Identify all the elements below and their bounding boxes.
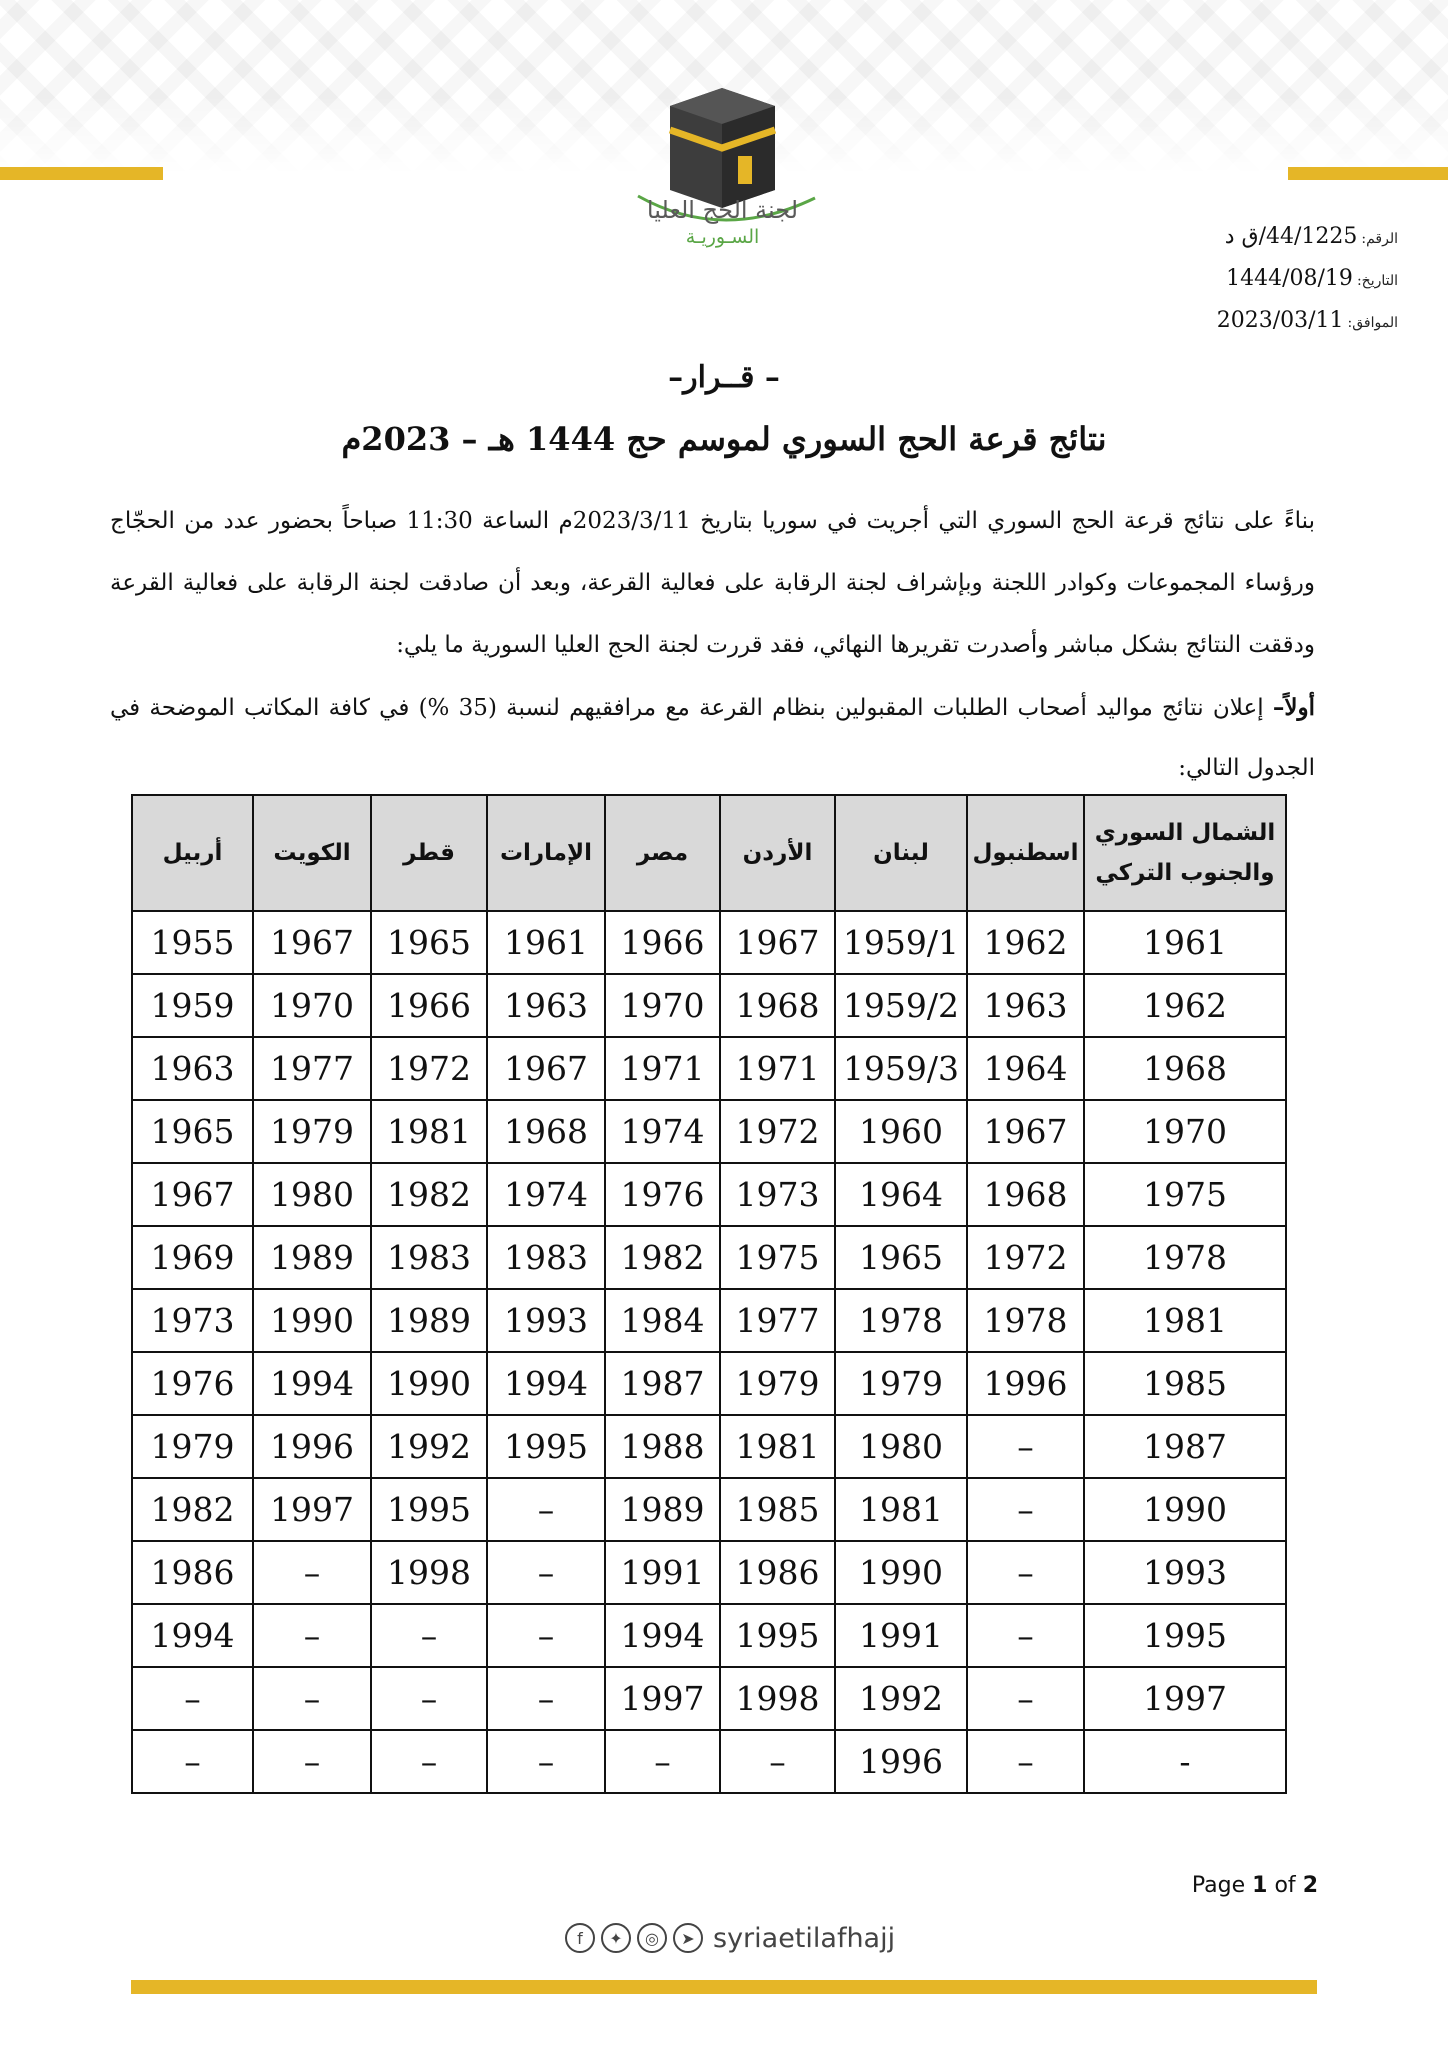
reference-value: 44/1225/ق د bbox=[1224, 224, 1358, 249]
table-cell: 1960 bbox=[835, 1100, 967, 1163]
telegram-icon[interactable]: ➤ bbox=[673, 1923, 703, 1953]
table-cell: 1970 bbox=[253, 974, 371, 1037]
header-gold-bar-right bbox=[1288, 167, 1448, 180]
table-cell: 1982 bbox=[605, 1226, 720, 1289]
table-row bbox=[132, 1667, 1286, 1730]
table-cell: – bbox=[371, 1667, 487, 1730]
instagram-icon[interactable]: ◎ bbox=[637, 1923, 667, 1953]
table-cell: – bbox=[487, 1604, 605, 1667]
table-cell: – bbox=[967, 1730, 1084, 1793]
table-cell: 1994 bbox=[487, 1352, 605, 1415]
table-cell: 1994 bbox=[132, 1604, 253, 1667]
table-cell: 1989 bbox=[253, 1226, 371, 1289]
table-cell: – bbox=[132, 1667, 253, 1730]
table-cell: 1978 bbox=[967, 1289, 1084, 1352]
table-cell: 1964 bbox=[967, 1037, 1084, 1100]
table-cell: – bbox=[253, 1730, 371, 1793]
table-cell: 1959 bbox=[132, 974, 253, 1037]
table-cell: – bbox=[253, 1604, 371, 1667]
table-cell: 1977 bbox=[720, 1289, 835, 1352]
table-row bbox=[132, 1541, 1286, 1604]
table-cell: 1967 bbox=[253, 911, 371, 974]
table-cell: 1983 bbox=[487, 1226, 605, 1289]
table-cell: 1979 bbox=[720, 1352, 835, 1415]
table-cell: 1966 bbox=[605, 911, 720, 974]
table-body bbox=[132, 911, 1286, 1793]
table-cell: 1964 bbox=[835, 1163, 967, 1226]
table-cell: – bbox=[967, 1604, 1084, 1667]
table-row bbox=[132, 1604, 1286, 1667]
column-header: أربيل bbox=[132, 795, 253, 911]
table-cell: 1979 bbox=[835, 1352, 967, 1415]
table-row bbox=[132, 974, 1286, 1037]
intro-paragraph: بناءً على نتائج قرعة الحج السوري التي أجريت في سوريا بتاريخ 2023/3/11م الساعة 11:30 صباحاً بحضور عدد من الحجّاج ورؤساء المجموعات وكوادر اللجنة وبإشراف لجنة الرقابة على فعالية القرعة، وبعد أن صادقت لجنة الرقابة على فعالية القرعة ودققت النتائج بشكل مباشر وأصدرت تقريرها النهائي، فقد قررت لجنة الحج العليا السورية ما يلي: bbox=[110, 508, 1316, 658]
column-header: الأردن bbox=[720, 795, 835, 911]
table-row bbox=[132, 1163, 1286, 1226]
table-cell: – bbox=[487, 1667, 605, 1730]
table-cell: 1968 bbox=[487, 1100, 605, 1163]
table-cell: 1990 bbox=[371, 1352, 487, 1415]
table-cell: – bbox=[371, 1730, 487, 1793]
twitter-icon[interactable]: ✦ bbox=[601, 1923, 631, 1953]
table-cell: 1967 bbox=[132, 1163, 253, 1226]
table-cell: – bbox=[967, 1478, 1084, 1541]
gregorian-date-value: 2023/03/11 bbox=[1216, 308, 1344, 333]
table-cell: 1963 bbox=[487, 974, 605, 1037]
table-cell: 1995 bbox=[720, 1604, 835, 1667]
decision-heading: – قــرار– bbox=[668, 360, 780, 395]
column-header: الكويت bbox=[253, 795, 371, 911]
table-cell: 1962 bbox=[1084, 974, 1286, 1037]
table-cell: – bbox=[967, 1415, 1084, 1478]
table-row bbox=[132, 1478, 1286, 1541]
column-header: الشمال السوري والجنوب التركي bbox=[1084, 795, 1286, 911]
table-cell: 1979 bbox=[132, 1415, 253, 1478]
table-cell: 1998 bbox=[720, 1667, 835, 1730]
table-cell: 1991 bbox=[605, 1541, 720, 1604]
table-row bbox=[132, 1352, 1286, 1415]
table-cell: 1971 bbox=[605, 1037, 720, 1100]
table-cell: 1963 bbox=[967, 974, 1084, 1037]
table-cell: 1970 bbox=[1084, 1100, 1286, 1163]
social-handle[interactable]: syriaetilafhajj bbox=[713, 1922, 896, 1954]
table-cell: 1989 bbox=[605, 1478, 720, 1541]
table-cell: 1986 bbox=[132, 1541, 253, 1604]
table-cell: – bbox=[132, 1730, 253, 1793]
main-title: نتائج قرعة الحج السوري لموسم حج 1444 هـ – 2023م bbox=[341, 420, 1107, 458]
column-header: قطر bbox=[371, 795, 487, 911]
table-cell: 1973 bbox=[720, 1163, 835, 1226]
table-cell: 1995 bbox=[487, 1415, 605, 1478]
table-cell: 1968 bbox=[1084, 1037, 1286, 1100]
table-cell: 1996 bbox=[253, 1415, 371, 1478]
table-cell: 1992 bbox=[835, 1667, 967, 1730]
table-cell: 1972 bbox=[371, 1037, 487, 1100]
hijri-date bbox=[1226, 266, 1398, 291]
table-cell: 1985 bbox=[1084, 1352, 1286, 1415]
table-cell: – bbox=[487, 1478, 605, 1541]
table-cell: 1980 bbox=[253, 1163, 371, 1226]
table-cell: 1971 bbox=[720, 1037, 835, 1100]
table-cell: 1961 bbox=[1084, 911, 1286, 974]
table-cell: 1974 bbox=[605, 1100, 720, 1163]
table-cell: 1969 bbox=[132, 1226, 253, 1289]
table-cell: 1976 bbox=[605, 1163, 720, 1226]
gregorian-date bbox=[1217, 308, 1398, 333]
column-header: مصر bbox=[605, 795, 720, 911]
table-cell: – bbox=[967, 1541, 1084, 1604]
table-cell: 1987 bbox=[1084, 1415, 1286, 1478]
table-cell: 1968 bbox=[967, 1163, 1084, 1226]
table-cell: 1955 bbox=[132, 911, 253, 974]
table-cell: 1975 bbox=[1084, 1163, 1286, 1226]
page-current: 1 bbox=[1252, 1873, 1268, 1898]
table-cell: 1978 bbox=[835, 1289, 967, 1352]
column-header: الإمارات bbox=[487, 795, 605, 911]
table-cell: 1982 bbox=[371, 1163, 487, 1226]
first-item-text: إعلان نتائج مواليد أصحاب الطلبات المقبولين بنظام القرعة مع مرافقيهم لنسبة (35 %) في كافة المكاتب الموضحة في الجدول التالي: bbox=[110, 695, 1315, 781]
header-gold-bar-left bbox=[0, 167, 163, 180]
table-cell: 1984 bbox=[605, 1289, 720, 1352]
table-cell: 1993 bbox=[487, 1289, 605, 1352]
table-cell: 1986 bbox=[720, 1541, 835, 1604]
table-cell: 1962 bbox=[967, 911, 1084, 974]
table-cell: 1968 bbox=[720, 974, 835, 1037]
table-cell: 1998 bbox=[371, 1541, 487, 1604]
table-cell: 1996 bbox=[835, 1730, 967, 1793]
table-cell: 1990 bbox=[835, 1541, 967, 1604]
reference-number bbox=[1225, 224, 1398, 249]
table-cell: 1994 bbox=[253, 1352, 371, 1415]
gregorian-date-label: الموافق: bbox=[1347, 315, 1398, 331]
org-name-line2: السـوريـة bbox=[685, 226, 760, 248]
table-cell: 1983 bbox=[371, 1226, 487, 1289]
table-row bbox=[132, 1730, 1286, 1793]
table-cell: 1979 bbox=[253, 1100, 371, 1163]
table-cell: 1961 bbox=[487, 911, 605, 974]
hijri-date-value: 1444/08/19 bbox=[1226, 266, 1353, 291]
first-item-paragraph bbox=[110, 678, 1315, 798]
table-header-row bbox=[132, 795, 1286, 911]
column-header: اسطنبول bbox=[967, 795, 1084, 911]
table-cell: – bbox=[253, 1541, 371, 1604]
table-cell: 1981 bbox=[720, 1415, 835, 1478]
page-total: 2 bbox=[1302, 1873, 1318, 1898]
table-cell: – bbox=[371, 1604, 487, 1667]
table-cell: 1981 bbox=[371, 1100, 487, 1163]
table-cell: 1997 bbox=[1084, 1667, 1286, 1730]
table-cell: 1977 bbox=[253, 1037, 371, 1100]
table-cell: 1972 bbox=[720, 1100, 835, 1163]
table-cell: 1973 bbox=[132, 1289, 253, 1352]
table-row bbox=[132, 1100, 1286, 1163]
table-cell: 1972 bbox=[967, 1226, 1084, 1289]
table-cell: 1981 bbox=[1084, 1289, 1286, 1352]
table-row bbox=[132, 1289, 1286, 1352]
table-cell: – bbox=[720, 1730, 835, 1793]
table-cell: 1987 bbox=[605, 1352, 720, 1415]
table-row bbox=[132, 1226, 1286, 1289]
table-cell: 1965 bbox=[835, 1226, 967, 1289]
page-number bbox=[1192, 1873, 1318, 1898]
table-cell: 1994 bbox=[605, 1604, 720, 1667]
table-cell: 1967 bbox=[967, 1100, 1084, 1163]
table-cell: 1976 bbox=[132, 1352, 253, 1415]
footer-gold-bar bbox=[131, 1980, 1317, 1994]
table-cell: 1995 bbox=[1084, 1604, 1286, 1667]
results-table bbox=[131, 794, 1287, 1794]
table-cell: 1974 bbox=[487, 1163, 605, 1226]
table-cell: 1990 bbox=[253, 1289, 371, 1352]
page-of: of bbox=[1274, 1873, 1296, 1898]
table-cell: 1985 bbox=[720, 1478, 835, 1541]
table-cell: 1992 bbox=[371, 1415, 487, 1478]
table-cell: 1997 bbox=[605, 1667, 720, 1730]
table-cell: 1975 bbox=[720, 1226, 835, 1289]
table-cell: 1970 bbox=[605, 974, 720, 1037]
hijri-date-label: التاريخ: bbox=[1356, 273, 1398, 289]
table-cell: – bbox=[605, 1730, 720, 1793]
table-cell: 1982 bbox=[132, 1478, 253, 1541]
table-cell: – bbox=[487, 1541, 605, 1604]
table-cell: – bbox=[967, 1667, 1084, 1730]
table-cell: 1967 bbox=[720, 911, 835, 974]
facebook-icon[interactable]: f bbox=[565, 1923, 595, 1953]
org-name-line1: لجنة الحج العليا bbox=[646, 196, 799, 224]
table-cell: 1989 bbox=[371, 1289, 487, 1352]
table-cell: 1963 bbox=[132, 1037, 253, 1100]
table-cell: 1990 bbox=[1084, 1478, 1286, 1541]
table-cell: 1978 bbox=[1084, 1226, 1286, 1289]
table-row bbox=[132, 911, 1286, 974]
table-cell: 1959/1 bbox=[835, 911, 967, 974]
table-cell: 1965 bbox=[132, 1100, 253, 1163]
table-row bbox=[132, 1037, 1286, 1100]
social-bar bbox=[565, 1918, 895, 1958]
table-row bbox=[132, 1415, 1286, 1478]
page-word: Page bbox=[1191, 1873, 1246, 1898]
table-cell: – bbox=[253, 1667, 371, 1730]
first-item-label: أولاً– bbox=[1272, 694, 1316, 721]
table-cell: – bbox=[487, 1730, 605, 1793]
table-cell: - bbox=[1084, 1730, 1286, 1793]
table-cell: 1996 bbox=[967, 1352, 1084, 1415]
table-cell: 1980 bbox=[835, 1415, 967, 1478]
table-cell: 1988 bbox=[605, 1415, 720, 1478]
table-cell: 1959/2 bbox=[835, 974, 967, 1037]
table-cell: 1997 bbox=[253, 1478, 371, 1541]
table-cell: 1995 bbox=[371, 1478, 487, 1541]
table-cell: 1967 bbox=[487, 1037, 605, 1100]
reference-label: الرقم: bbox=[1361, 231, 1398, 247]
table-cell: 1965 bbox=[371, 911, 487, 974]
table-cell: 1966 bbox=[371, 974, 487, 1037]
table-cell: 1993 bbox=[1084, 1541, 1286, 1604]
table-cell: 1981 bbox=[835, 1478, 967, 1541]
table-cell: 1991 bbox=[835, 1604, 967, 1667]
table-cell: 1959/3 bbox=[835, 1037, 967, 1100]
column-header: لبنان bbox=[835, 795, 967, 911]
